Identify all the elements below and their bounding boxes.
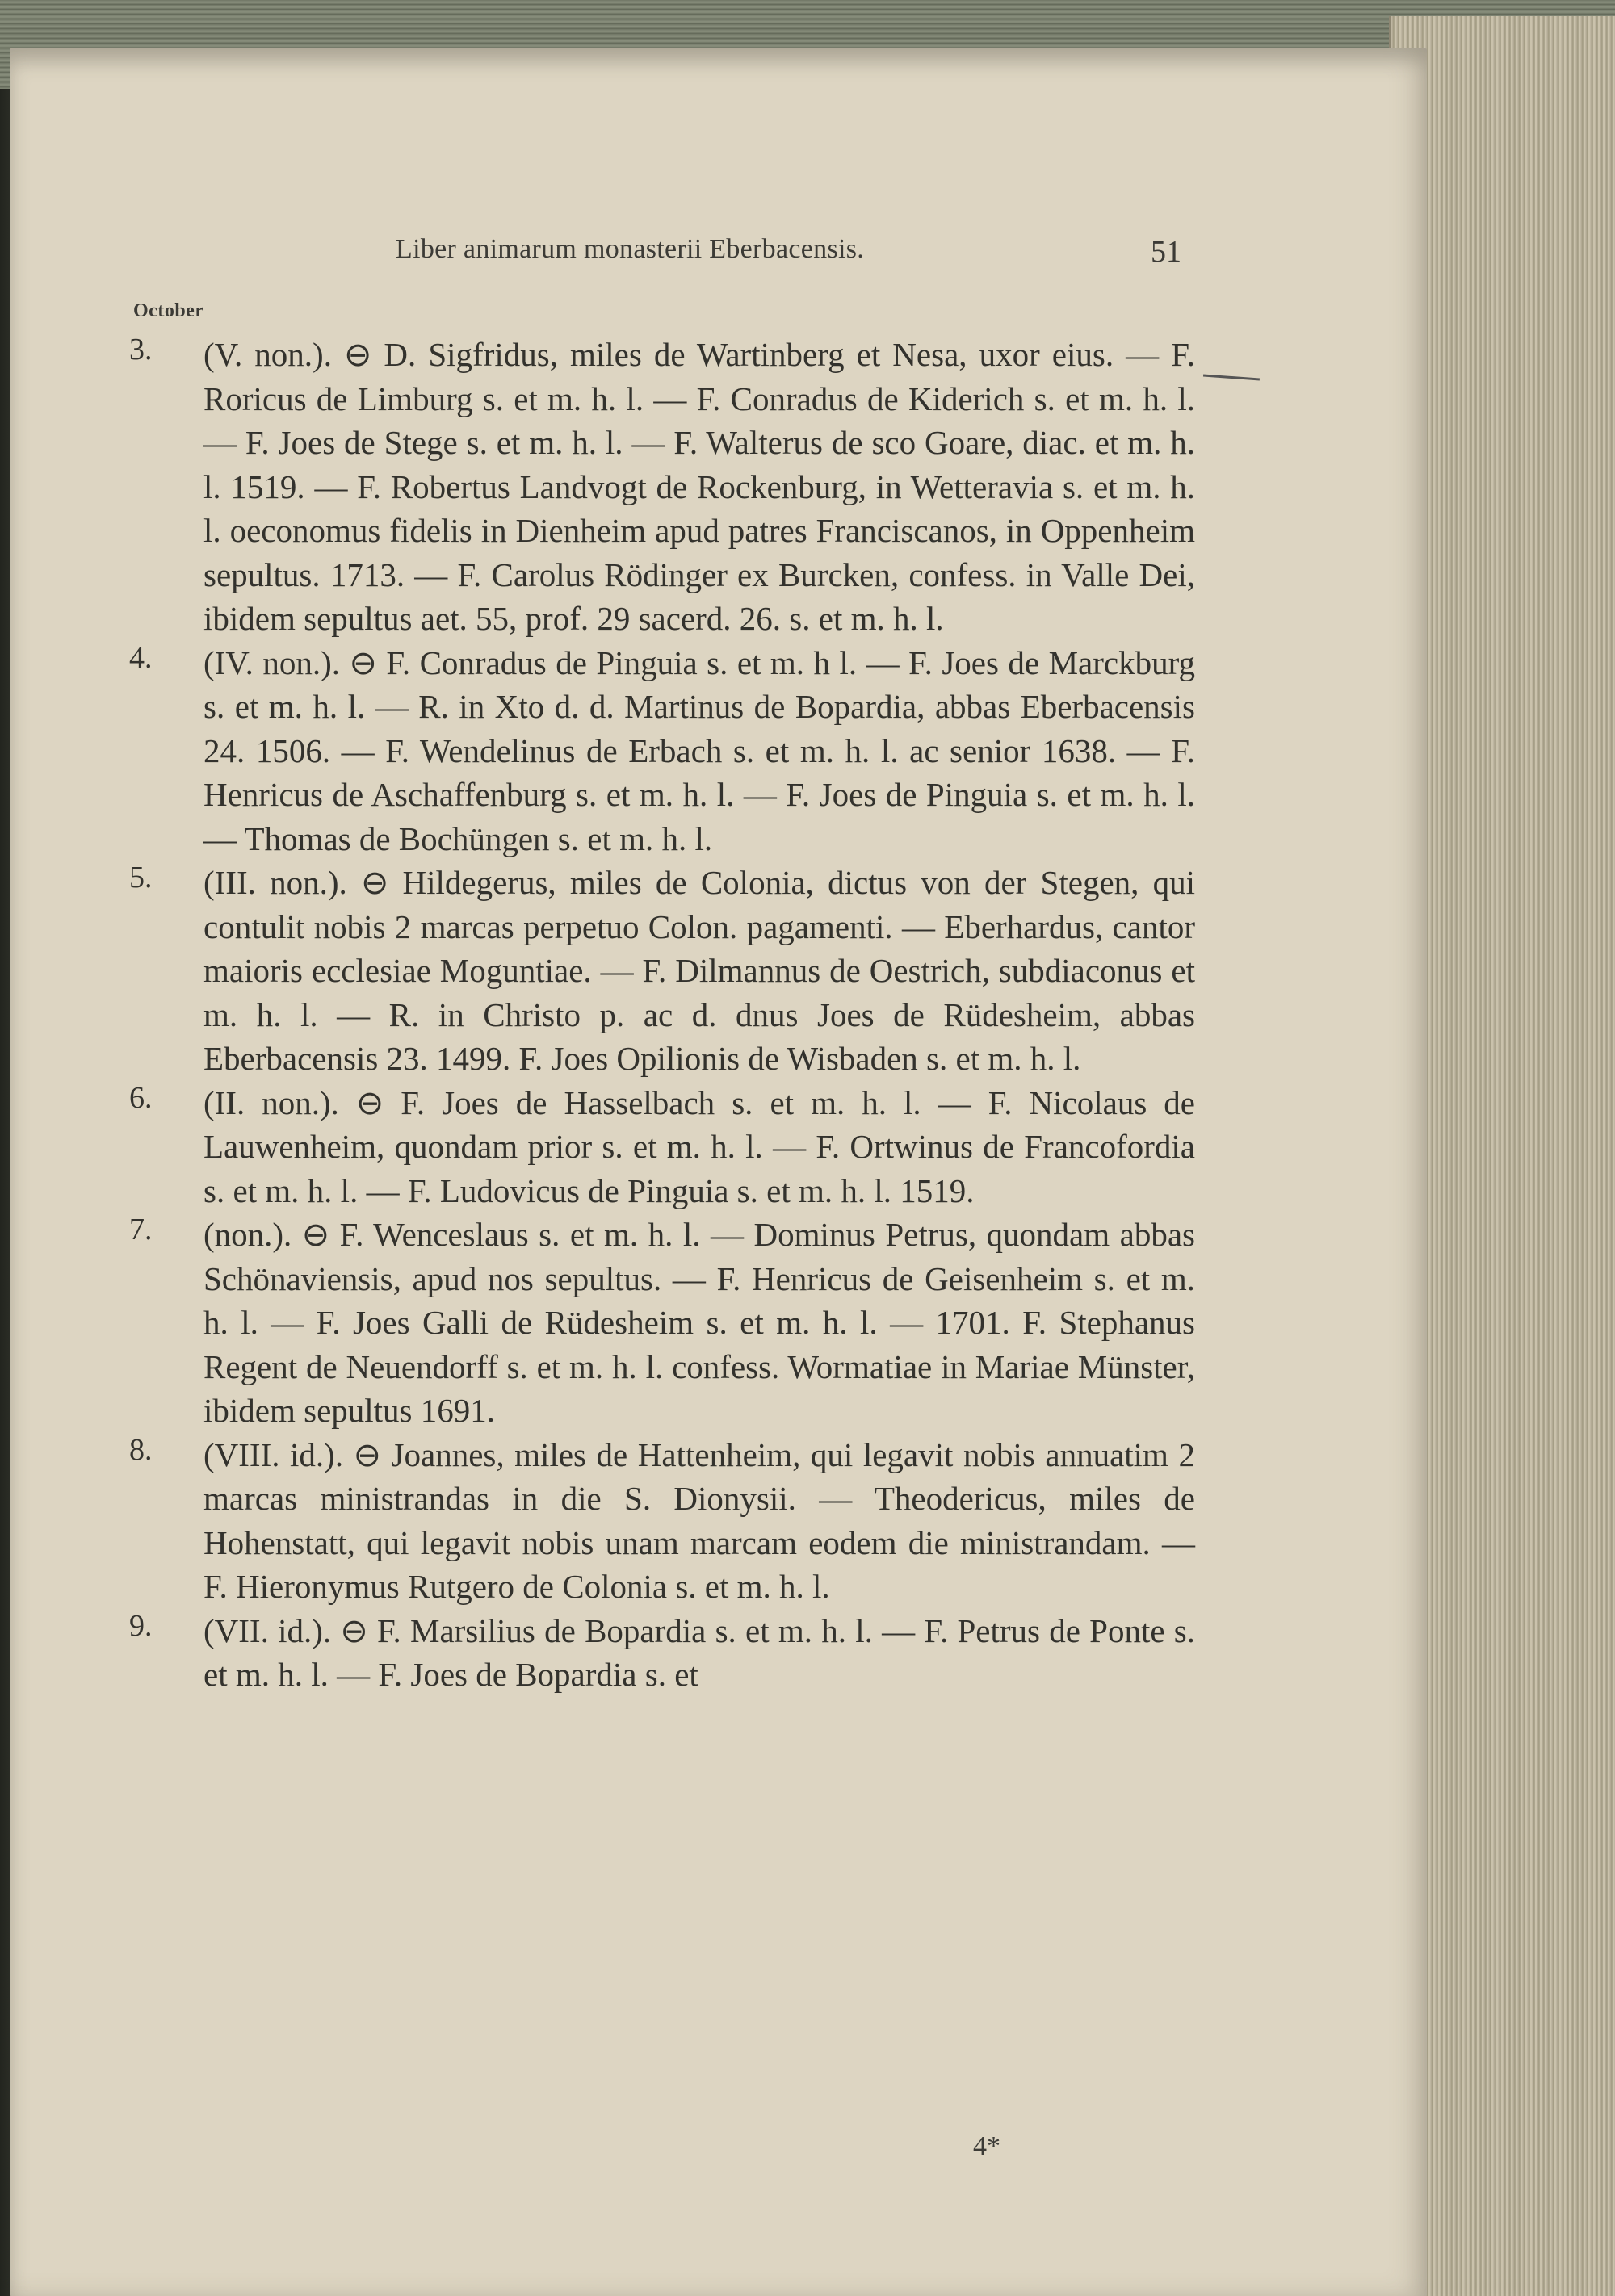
entry-5 <box>129 861 1195 1081</box>
entry-7 <box>129 1213 1195 1433</box>
page-number: 51 <box>1151 235 1181 269</box>
entry-3 <box>129 333 1195 641</box>
entry-day-number: 7. <box>129 1213 153 1246</box>
entry-9 <box>129 1609 1195 1697</box>
entry-8 <box>129 1433 1195 1609</box>
entry-day-number: 5. <box>129 861 153 895</box>
entry-text: (IV. non.). ⊖ F. Conradus de Pinguia s. et m. h l. — F. Joes de Marckburg s. et m. h. l. — R. in Xto d. d. Martinus de Bopardia, abbas Eberbacensis 24. 1506. — F. Wendelinus de Erbach s. et m. h. l. ac senior 1638. — F. Henricus de Aschaffenburg s. et m. h. l. — F. Joes de Pinguia s. et m. h. l. — Thomas de Bochüngen s. et m. h. l. <box>203 643 1195 857</box>
entry-text: (II. non.). ⊖ F. Joes de Hasselbach s. et m. h. l. — F. Nicolaus de Lauwenheim, quondam prior s. et m. h. l. — F. Ortwinus de Francofordia s. et m. h. l. — F. Ludovicus de Pinguia s. et m. h. l. 1519. <box>203 1083 1195 1209</box>
entry-text: (VII. id.). ⊖ F. Marsilius de Bopardia s. et m. h. l. — F. Petrus de Ponte s. et m. h. l. — F. Joes de Bopardia s. et <box>203 1611 1195 1693</box>
entry-6 <box>129 1081 1195 1213</box>
entry-day-number: 9. <box>129 1608 153 1643</box>
entry-list <box>129 333 1195 1697</box>
entry-text: (V. non.). ⊖ D. Sigfridus, miles de Wartinberg et Nesa, uxor eius. — F. Roricus de Limburg s. et m. h. l. — F. Conradus de Kiderich s. et m. h. l. — F. Joes de Stege s. et m. h. l. — F. Walterus de sco Goare, diac. et m. h. l. 1519. — F. Robertus Landvogt de Rockenburg, in Wetteravia s. et m. h. l. oeconomus fidelis in Dienheim apud patres Franciscanos, in Oppenheim sepultus. 1713. — F. Carolus Rödinger ex Burcken, confess. in Valle Dei, ibidem sepultus aet. 55, prof. 29 sacerd. 26. s. et m. h. l. <box>203 336 1195 637</box>
month-heading: October <box>133 300 204 321</box>
entry-day-number: 8. <box>129 1432 153 1467</box>
entry-4 <box>129 641 1195 861</box>
signature-mark: 4* <box>973 2131 1000 2161</box>
entry-text: (non.). ⊖ F. Wenceslaus s. et m. h. l. — Dominus Petrus, quondam abbas Schönaviensis, apud nos sepultus. — F. Henricus de Geisenheim s. et m. h. l. — F. Joes Galli de Rüdesheim s. et m. h. l. — 1701. F. Stephanus Regent de Neuendorff s. et m. h. l. confess. Wormatiae in Mariae Münster, ibidem sepultus 1691. <box>203 1216 1195 1429</box>
entry-text: (III. non.). ⊖ Hildegerus, miles de Colonia, dictus von der Stegen, qui contulit nobis 2 marcas perpetuo Colon. pagamenti. — Eberhardus, cantor maioris ecclesiae Moguntiae. — F. Dilmannus de Oestrich, subdiaconus et m. h. l. — R. in Christo p. ac d. dnus Joes de Rüdesheim, abbas Eberbacensis 23. 1499. F. Joes Opilionis de Wisbaden s. et m. h. l. <box>203 864 1195 1077</box>
entry-text: (VIII. id.). ⊖ Joannes, miles de Hattenheim, qui legavit nobis annuatim 2 marcas ministrandas in die S. Dionysii. — Theodericus, miles de Hohenstatt, qui legavit nobis unam marcam eodem die ministrandam. — F. Hieronymus Rutgero de Colonia s. et m. h. l. <box>203 1435 1195 1605</box>
entry-day-number: 4. <box>129 640 153 675</box>
entry-day-number: 3. <box>129 333 153 367</box>
running-header: Liber animarum monasterii Eberbacensis. <box>396 234 865 264</box>
entry-day-number: 6. <box>129 1080 153 1115</box>
